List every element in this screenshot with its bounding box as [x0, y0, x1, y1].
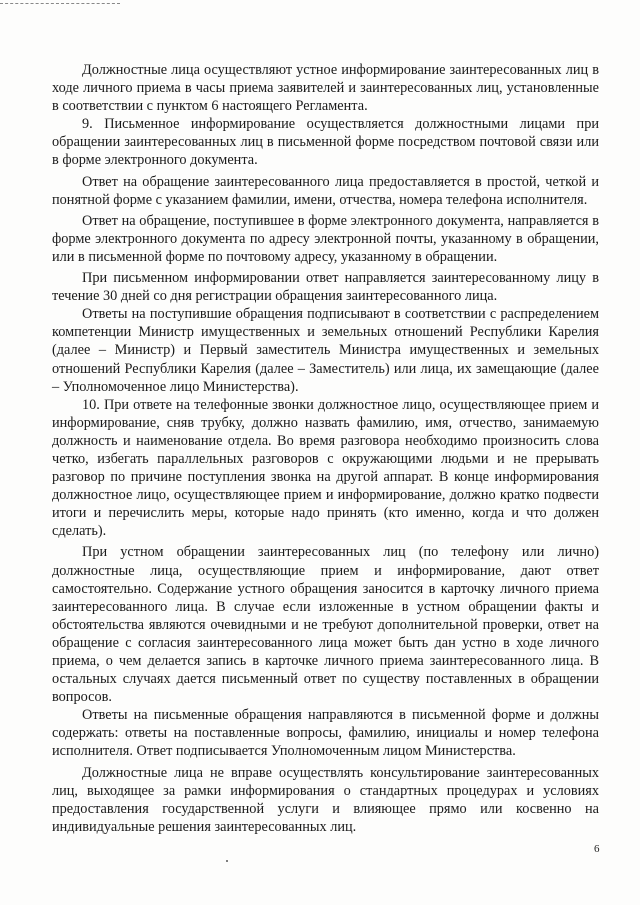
paragraph-phone-calls: 10. При ответе на телефонные звонки должностное лицо, осуществляющее прием и информирование, сняв трубку, должно назвать фамилию, имя, отчество, занимаемую должность и наименование отдела. Во время разговора необходимо произносить слова четко, избегать параллельных разговоров с окружающими людьми и не прерывать разговор по причине поступления звонка на другой аппарат. В конце информирования должностное лицо, осуществляющее прием и информирование, должно кратко подвести итоги и перечислить меры, которые надо принять (кто именно, когда и что должен сделать).: [52, 396, 599, 540]
page-number: 6: [594, 843, 600, 855]
paragraph-electronic-answer: Ответ на обращение, поступившее в форме электронного документа, направляется в форме электронного документа по адресу электронной почты, указанному в обращении, или в письменной форме по почтовому адресу, указанному в обращении.: [52, 212, 599, 265]
paragraph-consulting-limits: Должностные лица не вправе осуществлять консультирование заинтересованных лиц, выходящее за рамки информирования о стандартных процедурах и условиях предоставления государственной услуги и влияющее прямо или косвенно на индивидуальные решения заинтересованных лиц.: [52, 764, 599, 835]
paragraph-answer-deadline: При письменном информировании ответ направляется заинтересованному лицу в течение 30 дней со дня регистрации обращения заинтересованного лица.: [52, 270, 599, 305]
paragraph-answer-form: Ответ на обращение заинтересованного лица предоставляется в простой, четкой и понятной форме с указанием фамилии, имени, отчества, номера телефона исполнителя.: [52, 173, 599, 208]
paragraph-written-informing: 9. Письменное информирование осуществляется должностными лицами при обращении заинтересованных лиц в письменной форме посредством почтовой связи или в форме электронного документа.: [52, 116, 599, 169]
document-body: [52, 61, 599, 836]
scan-top-rule: [0, 3, 120, 5]
paragraph-written-answers: Ответы на письменные обращения направляются в письменной форме и должны содержать: ответы на поставленные вопросы, фамилию, инициалы и номер телефона исполнителя. Ответ подписывается Уполномоченным лицом Министерства.: [52, 707, 599, 760]
paragraph-signing-authority: Ответы на поступившие обращения подписывают в соответствии с распределением компетенции Министр имущественных и земельных отношений Республики Карелия (далее – Министр) и Первый заместитель Министра имущественных и земельных отношений Республики Карелия (далее – Заместитель) или лица, их замещающие (далее – Уполномоченное лицо Министерства).: [52, 306, 599, 395]
scan-speck: [226, 860, 228, 862]
paragraph-oral-informing: Должностные лица осуществляют устное информирование заинтересованных лиц в ходе личного приема в часы приема заявителей и заинтересованных лиц, установленные в соответствии с пунктом 6 настоящего Регламента.: [52, 62, 599, 115]
paragraph-oral-appeal: При устном обращении заинтересованных лиц (по телефону или лично) должностные лица, осуществляющие прием и информирование, дают ответ самостоятельно. Содержание устного обращения заносится в карточку личного приема заинтересованного лица. В случае если изложенные в устном обращении факты и обстоятельства являются очевидными и не требуют дополнительной проверки, ответ на обращение с согласия заинтересованного лица может быть дан устно в ходе личного приема, о чем делается запись в карточке личного приема заинтересованного лица. В остальных случаях дается письменный ответ по существу поставленных в обращении вопросов.: [52, 544, 599, 706]
